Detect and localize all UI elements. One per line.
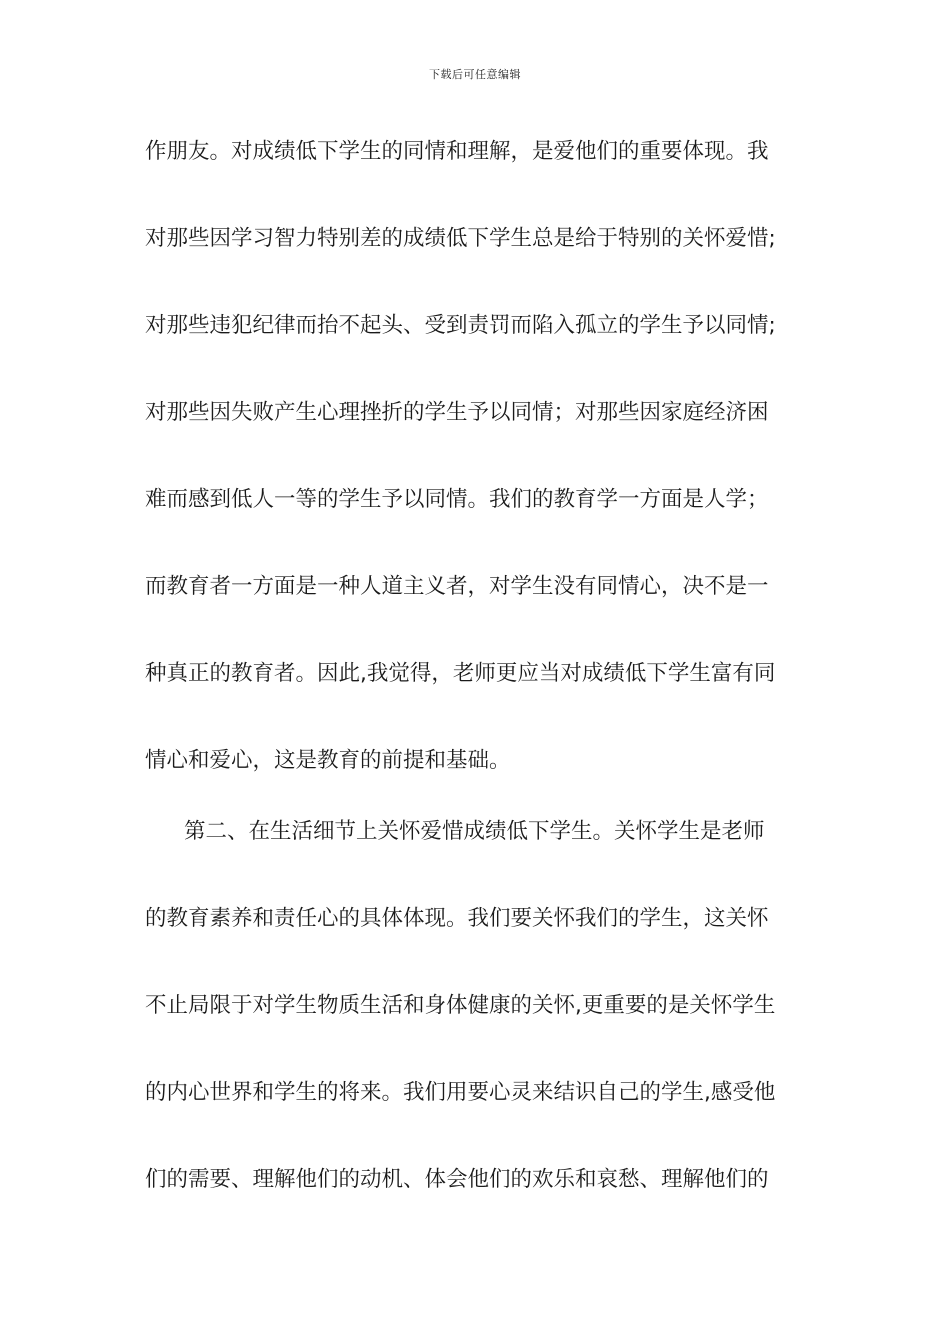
text-line: 而教育者一方面是一种人道主义者，对学生没有同情心，决不是一	[145, 574, 769, 599]
text-line: 种真正的教育者。因此,我觉得，老师更应当对成绩低下学生富有同	[145, 661, 776, 686]
paragraph-first-line: 第二、在生活细节上关怀爱惜成绩低下学生。关怀学生是老师	[184, 819, 765, 844]
text-line: 情心和爱心，这是教育的前提和基础。	[145, 748, 511, 773]
text-line: 们的需要、理解他们的动机、体会他们的欢乐和哀愁、理解他们的	[145, 1167, 769, 1192]
text-line: 作朋友。对成绩低下学生的同情和理解，是爱他们的重要体现。我	[145, 139, 769, 164]
text-line: 难而感到低人一等的学生予以同情。我们的教育学一方面是人学；	[145, 487, 769, 512]
text-line: 不止局限于对学生物质生活和身体健康的关怀,更重要的是关怀学生	[145, 993, 776, 1018]
text-line: 的内心世界和学生的将来。我们用要心灵来结识自己的学生,感受他	[145, 1080, 776, 1105]
page-header: 下载后可任意编辑	[429, 68, 521, 81]
text-line: 对那些因学习智力特别差的成绩低下学生总是给于特别的关怀爱惜;	[145, 226, 776, 251]
text-line: 对那些违犯纪律而抬不起头、受到责罚而陷入孤立的学生予以同情;	[145, 313, 776, 338]
text-line: 的教育素养和责任心的具体体现。我们要关怀我们的学生，这关怀	[145, 906, 769, 931]
text-line: 对那些因失败产生心理挫折的学生予以同情；对那些因家庭经济困	[145, 400, 769, 425]
